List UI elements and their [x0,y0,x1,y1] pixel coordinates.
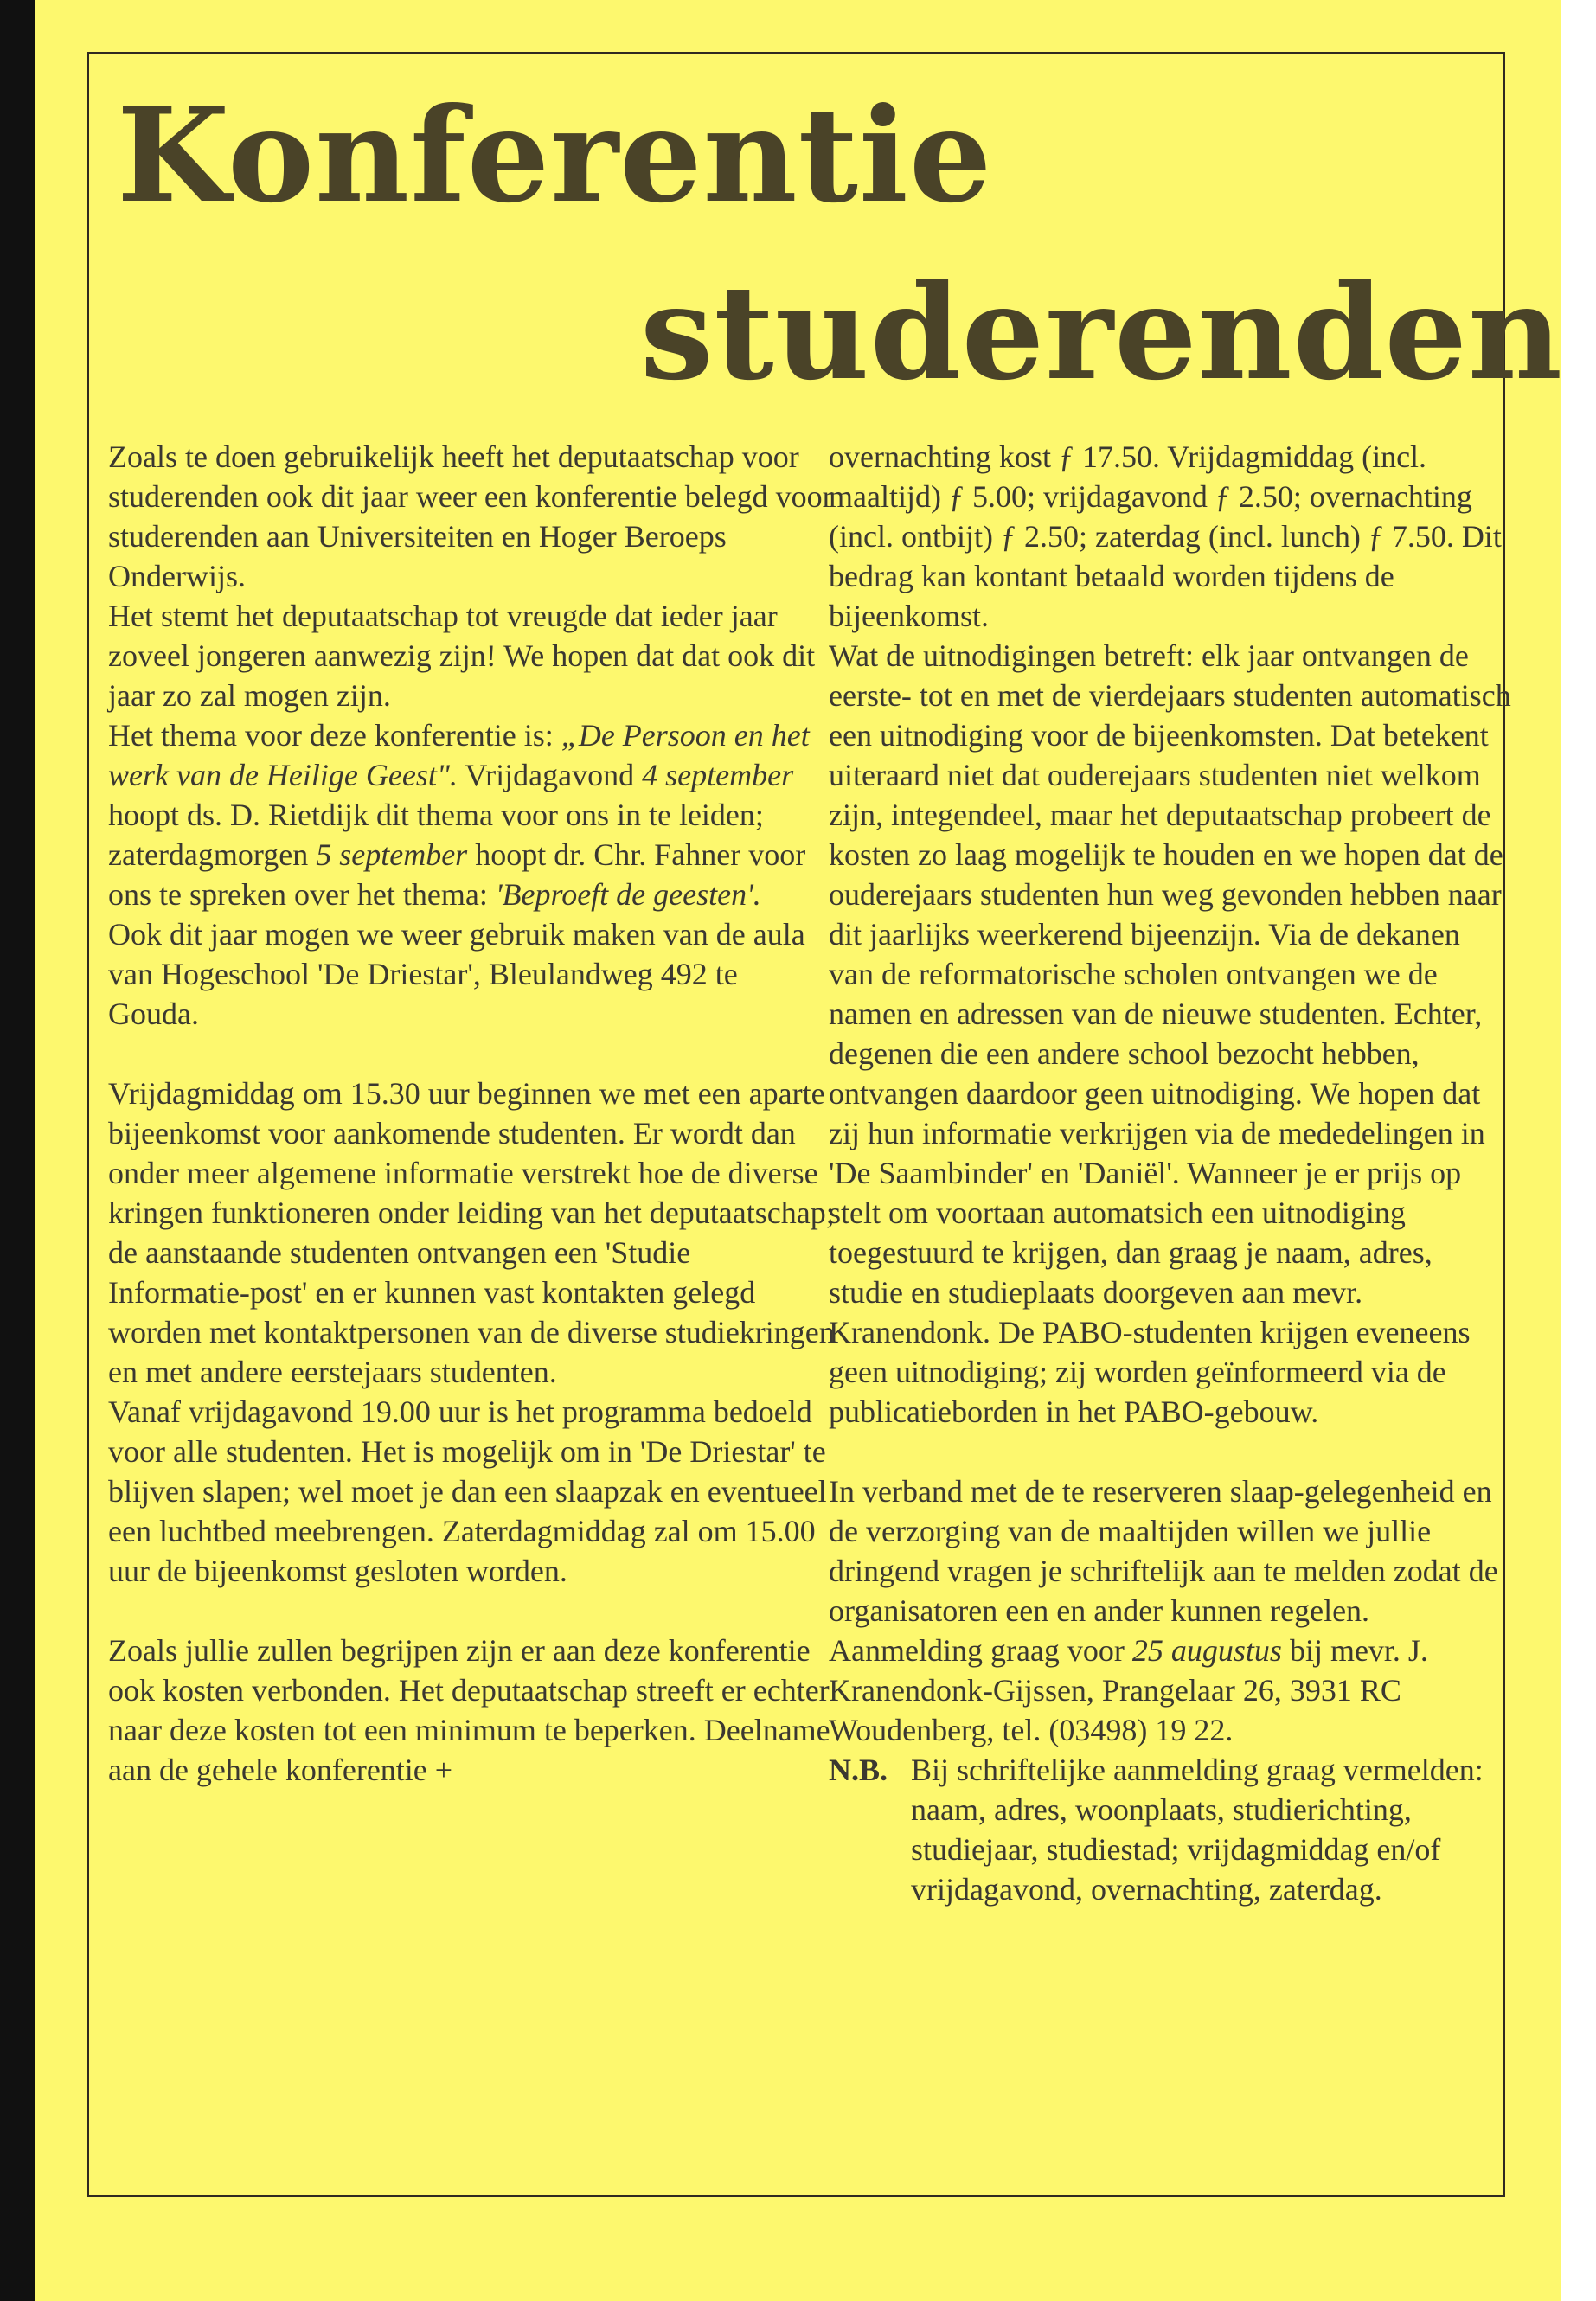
text: In verband met de te reserveren slaap-gelegenheid en de verzorging van de maaltijden willen we jullie dringend vragen je schriftelijk aan te melden zodat de organisatoren een en ander kunnen regelen. Aanmelding graag voor [829,1474,1498,1668]
text: hoopt ds. D. Rietdijk dit thema voor ons in te leiden; zaterdagmorgen [108,798,764,872]
note-text: Bij schriftelijke aanmelding graag vermelden: naam, adres, woonplaats, studierichting, studiejaar, studiestad; vrijdagmiddag en/of vrijdagavond, overnachting, zaterdag. [911,1753,1484,1907]
text: bij mevr. J. Kranendonk-Gijssen, Prangelaar 26, 3931 RC Woudenberg, tel. (03498) 19 22. [829,1633,1428,1747]
paragraph: Vrijdagmiddag om 15.30 uur beginnen we met een aparte bijeenkomst voor aankomende studenten. Er wordt dan onder meer algemene informatie verstrekt hoe de diverse kringen funktioneren onder leiding van het deputaatschap; de aanstaande studenten ontvangen een 'Studie Informatie-post' en er kunnen vast kontakten gelegd worden met kontaktpersonen van de diverse studiekringen en met andere eerstejaars studenten. [108,1076,835,1389]
date: 5 september [316,837,468,872]
paragraph: Ook dit jaar mogen we weer gebruik maken van de aula van Hogeschool 'De Driestar', Bleulandweg 492 te Gouda. [108,917,805,1031]
paragraph: overnachting kost ƒ 17.50. Vrijdagmiddag (incl. maaltijd) ƒ 5.00; vrijdagavond ƒ 2.50; overnachting (incl. ontbijt) ƒ 2.50; zaterdag (incl. lunch) ƒ 7.50. Dit bedrag kan kontant betaald worden tijdens de bijeenkomst. [829,439,1502,633]
note-label: N.B. [829,1753,888,1787]
date: 4 september [642,758,794,792]
paragraph: Het stemt het deputaatschap tot vreugde dat ieder jaar zoveel jongeren aanwezig zijn! We hopen dat dat ook dit jaar zo zal mogen zijn. [108,599,816,713]
page [35,0,1564,2301]
paragraph: Zoals te doen gebruikelijk heeft het deputaatschap voor studerenden ook dit jaar weer een konferentie belegd voor studerenden aan Universiteiten en Hoger Beroeps Onderwijs. [108,439,833,593]
text: hoopt dr. Chr. Fahner voor ons te spreken over het thema: [108,837,806,912]
title-line-2: studerenden [640,257,1564,409]
theme-title: „De Persoon en het werk van de Heilige Geest". [108,718,810,792]
paragraph [108,715,835,914]
paragraph: Wat de uitnodigingen betreft: elk jaar ontvangen de eerste- tot en met de vierdejaars studenten automatisch een uitnodiging voor de bijeenkomsten. Dat betekent uiteraard niet dat ouderejaars studenten niet welkom zijn, integendeel, maar het deputaatschap probeert de kosten zo laag mogelijk te houden en we hopen dat de ouderejaars studenten hun weg gevonden hebben naar dit jaarlijks weerkerend bijeenzijn. Via de dekanen van de reformatorische scholen ontvangen we de namen en adressen van de nieuwe studenten. Echter, degenen die een andere school bezocht hebben, ontvangen daardoor geen uitnodiging. We hopen dat zij hun informatie verkrijgen via de mededelingen in 'De Saambinder' en 'Daniël'. Wanneer je er prijs op stelt om voortaan automatsich een uitnodiging toegestuurd te krijgen, dan graag je naam, adres, studie en studieplaats doorgeven aan mevr. Kranendonk. De PABO-studenten krijgen eveneens geen uitnodiging; zij worden geïnformeerd via de publicatieborden in het PABO-gebouw. [829,638,1511,1429]
paragraph: Zoals jullie zullen begrijpen zijn er aan deze konferentie ook kosten verbonden. Het deputaatschap streeft er echter naar deze kosten tot een minimum te beperken. Deelname aan de gehele konferentie + [108,1633,830,1787]
left-column [108,437,835,1790]
title-line-1: Konferentie [117,80,993,232]
right-column [829,437,1512,1909]
text: Het thema voor deze konferentie is: [108,718,561,753]
scan-edge [0,0,35,2301]
paragraph: Vanaf vrijdagavond 19.00 uur is het programma bedoeld voor alle studenten. Het is mogelijk om in 'De Driestar' te blijven slapen; wel moet je dan een slaapzak en eventueel een luchtbed meebrengen. Zaterdagmiddag zal om 15.00 uur de bijeenkomst gesloten worden. [108,1394,827,1588]
paragraph [829,1471,1512,1750]
date: 25 augustus [1131,1633,1282,1668]
topic-title: 'Beproeft de geesten'. [495,877,761,912]
text: Vrijdagavond [457,758,643,792]
note [829,1750,1512,1909]
